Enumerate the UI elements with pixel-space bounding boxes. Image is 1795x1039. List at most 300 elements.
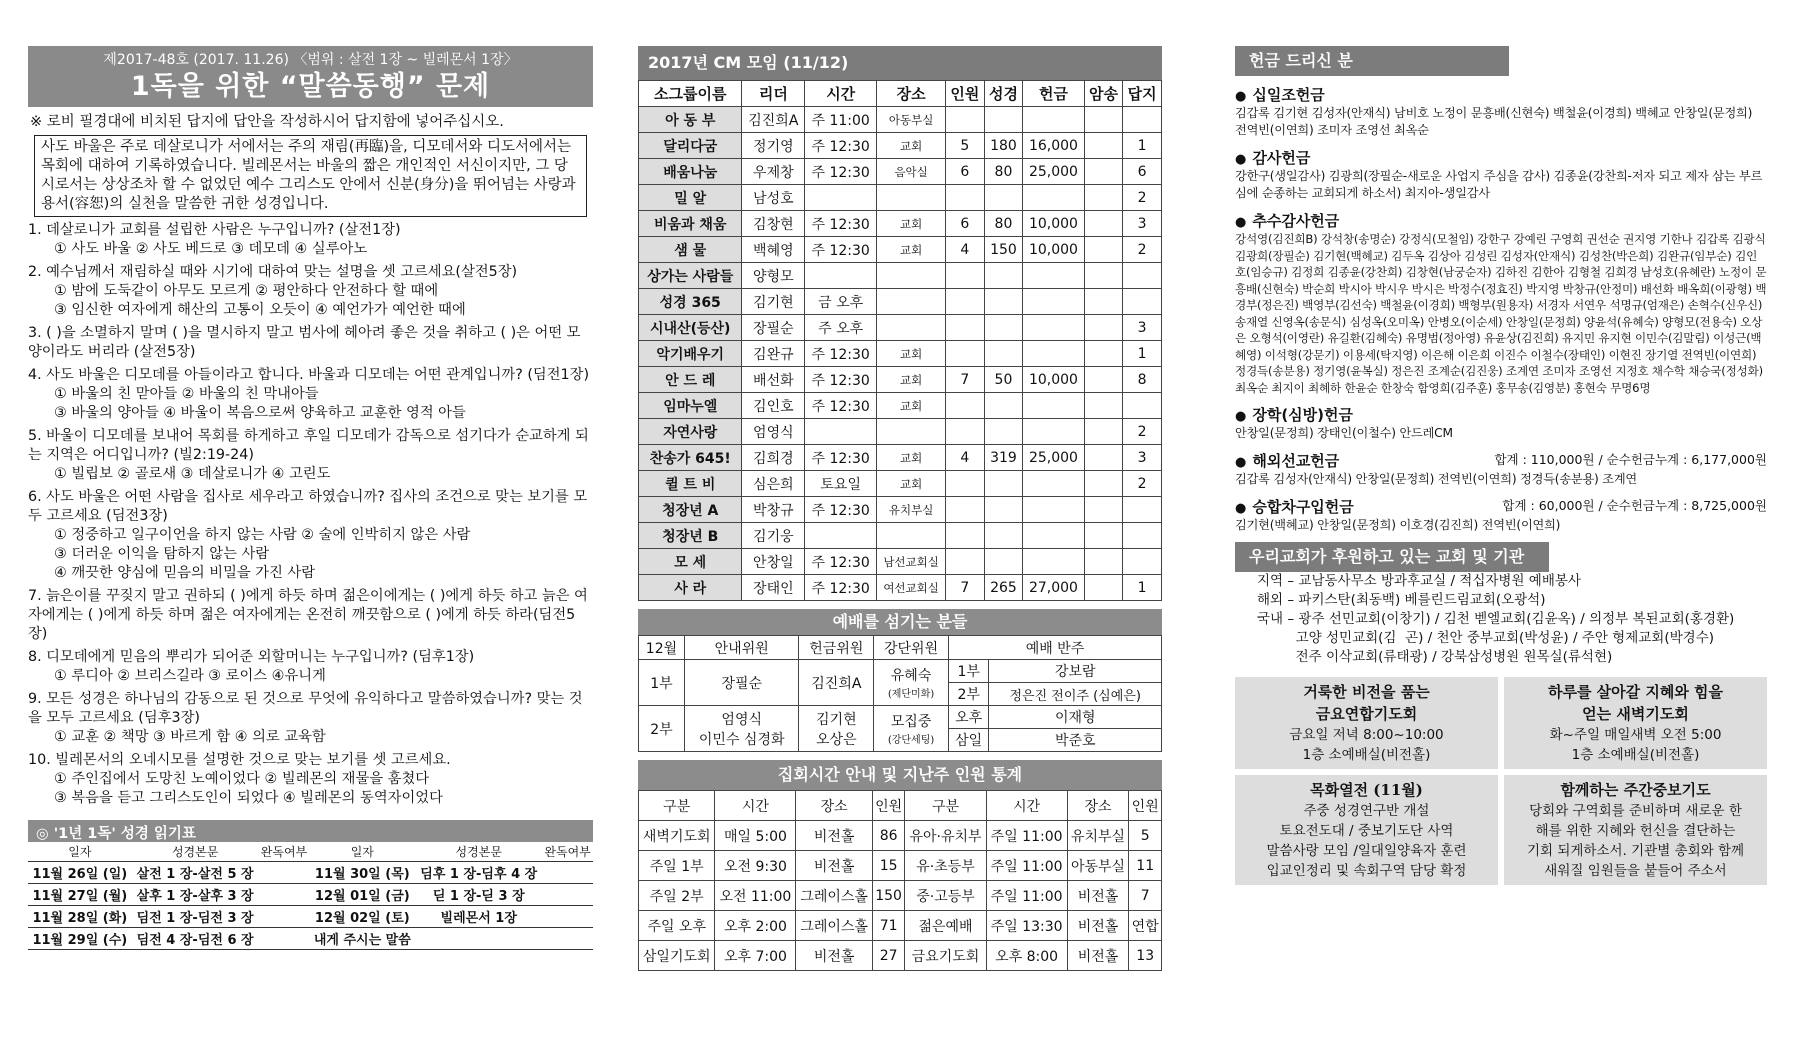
reading-plan-header: 일자 xyxy=(28,842,132,862)
servers-header: 12월 xyxy=(639,636,685,660)
cm-cell: 교회 xyxy=(877,471,946,497)
stats-cell: 86 xyxy=(872,821,905,851)
question xyxy=(28,324,593,362)
table-row xyxy=(639,211,1162,237)
table-row xyxy=(639,497,1162,523)
box-line: 금요일 저녁 8:00~10:00 xyxy=(1289,727,1444,743)
pulpit-cell xyxy=(874,660,949,706)
servers-header: 예배 반주 xyxy=(948,636,1161,660)
accomp-name: 이재형 xyxy=(989,706,1162,729)
cm-cell xyxy=(984,393,1023,419)
cm-cell: 정기영 xyxy=(742,133,805,159)
cm-cell xyxy=(1084,133,1123,159)
bullet-icon: ● xyxy=(1235,455,1247,470)
cm-cell: 3 xyxy=(1123,445,1162,471)
stats-cell: 유아·유치부 xyxy=(905,821,986,851)
box-line: 말씀사랑 모임 /일대일양육자 훈련 xyxy=(1266,843,1467,859)
tithe-heading xyxy=(1235,84,1767,105)
cm-cell: 3 xyxy=(1123,211,1162,237)
question-options: ③ 바울의 양아들 ④ 바울이 복음으로써 양육하고 교훈한 영적 아들 xyxy=(54,405,466,421)
cm-cell xyxy=(1023,497,1084,523)
pulpit-cell xyxy=(874,706,949,752)
question xyxy=(28,263,593,320)
van-names: 김기현(백혜교) 안창일(문정희) 이호경(김진희) 전역빈(이연희) xyxy=(1235,518,1561,532)
cm-cell: 7 xyxy=(946,367,985,393)
box-line: 주중 성경연구반 개설 xyxy=(1303,803,1430,819)
cm-cell: 우제창 xyxy=(742,159,805,185)
cm-cell xyxy=(1023,523,1084,549)
stats-cell: 매일 5:00 xyxy=(715,821,796,851)
cm-cell: 주 12:30 xyxy=(805,211,877,237)
reading-plan-cell: 11월 27일 (월) xyxy=(28,884,132,906)
cm-cell: 80 xyxy=(984,159,1023,185)
stats-header: 인원 xyxy=(1129,791,1162,821)
offering-column xyxy=(1235,46,1767,885)
cm-cell xyxy=(1084,315,1123,341)
box-line: 입교인정리 및 속회구역 담당 확정 xyxy=(1266,863,1467,879)
cm-cell xyxy=(1123,523,1162,549)
cm-cell: 임마누엘 xyxy=(639,393,742,419)
cm-cell xyxy=(1123,289,1162,315)
reading-plan-cell xyxy=(542,862,593,884)
cm-cell xyxy=(984,263,1023,289)
cm-cell: 주 12:30 xyxy=(805,575,877,601)
reading-plan-cell: 11월 29일 (수) xyxy=(28,928,132,950)
bullet-icon: ● xyxy=(1235,152,1247,167)
table-row xyxy=(639,107,1162,133)
stats-cell: 그레이스홀 xyxy=(796,881,872,911)
box-subtitle: 얻는 새벽기도회 xyxy=(1582,705,1689,723)
question-text: 6. 사도 바울은 어떤 사람을 집사로 세우라고 하였습니까? 집사의 조건으로 맞는 보기를 모두 고르세요 (딤전3장) xyxy=(28,489,588,524)
table-row xyxy=(639,911,1162,941)
question-text: 7. 늙은이를 꾸짖지 말고 권하되 ( )에게 하듯 하며 젊은이에게는 ( )에게 하듯 하고 늙은 여자에게는 ( )에게 하듯 하며 젊은 여자에게는 온전히 깨끗함으로 ( )에게 하듯 하라(딤전5장) xyxy=(28,588,588,642)
accomp-name: 정은진 전이주 (심예은) xyxy=(989,683,1162,706)
stats-cell: 오후 8:00 xyxy=(986,941,1067,971)
cm-cell xyxy=(1084,497,1123,523)
cm-cell xyxy=(1084,549,1123,575)
cm-cell xyxy=(805,419,877,445)
cm-cell xyxy=(1084,159,1123,185)
support-line: 지역 – 교남동사무소 방과후교실 / 적십자병원 예배봉사 xyxy=(1257,573,1581,589)
reading-plan-header: 성경본문 xyxy=(415,842,542,862)
cm-column xyxy=(638,46,1162,971)
cm-cell xyxy=(877,523,946,549)
table-row xyxy=(639,315,1162,341)
cm-cell xyxy=(984,107,1023,133)
cm-header: 인원 xyxy=(946,81,985,107)
cm-cell xyxy=(877,289,946,315)
cm-title: 2017년 CM 모임 (11/12) xyxy=(638,46,1162,80)
stats-cell: 그레이스홀 xyxy=(796,911,872,941)
cm-cell: 김인호 xyxy=(742,393,805,419)
cm-cell xyxy=(946,523,985,549)
quiz-intro: 사도 바울은 주로 데살로니가 서에서는 주의 재림(再臨)을, 디모데서와 디도서에서는 목회에 대하여 기록하였습니다. 빌레몬서는 바울의 짧은 개인적인 서신이지만, 그 당시로서는 상상조차 할 수 없었던 예수 그리스도 안에서 신분(身分)을 뛰어넘는 사랑과 용서(容恕)의 실천을 말씀한 귀한 성경입니다. xyxy=(34,135,587,217)
cm-header: 장소 xyxy=(877,81,946,107)
quiz-note: ※ 로비 필경대에 비치된 답지에 답안을 작성하시어 답지함에 넣어주십시오. xyxy=(30,114,504,130)
cm-cell xyxy=(1023,263,1084,289)
pulpit-role: (제단미화) xyxy=(887,689,935,700)
reading-plan-cell xyxy=(542,906,593,928)
cm-cell: 양형모 xyxy=(742,263,805,289)
servers-header: 강단위원 xyxy=(874,636,949,660)
scholarship-heading xyxy=(1235,404,1767,425)
box-line: 기회 되게하소서. 기관별 총회와 함께 xyxy=(1526,843,1745,859)
cm-cell xyxy=(984,289,1023,315)
cm-cell xyxy=(1023,549,1084,575)
cm-cell: 시내산(등산) xyxy=(639,315,742,341)
cm-cell xyxy=(877,315,946,341)
cm-cell xyxy=(805,263,877,289)
table-row xyxy=(28,928,593,950)
cm-cell: 김완규 xyxy=(742,341,805,367)
cm-cell: 사 라 xyxy=(639,575,742,601)
reading-plan-cell: 딛 1 장-딛 3 장 xyxy=(415,884,542,906)
reading-plan-cell: 내게 주시는 말씀 xyxy=(309,928,415,950)
cm-cell xyxy=(1084,445,1123,471)
question-options: ③ 복음을 듣고 그리스도인이 되었다 ④ 빌레몬의 동역자이었다 xyxy=(54,790,443,806)
reading-plan-cell: 12월 01일 (금) xyxy=(309,884,415,906)
cm-cell: 남성호 xyxy=(742,185,805,211)
cm-cell: 박창규 xyxy=(742,497,805,523)
question-text: 5. 바울이 디모데를 보내어 목회를 하게하고 후일 디모데가 감독으로 섬기다가 순교하게 되는 지역은 어디입니까? (빌2:19-24) xyxy=(28,428,589,463)
week-label: 1부 xyxy=(639,660,685,706)
cm-cell: 주 11:00 xyxy=(805,107,877,133)
cm-cell: 김창현 xyxy=(742,211,805,237)
cm-cell: 319 xyxy=(984,445,1023,471)
cm-cell: 안 드 레 xyxy=(639,367,742,393)
offering-name: 김기현 xyxy=(816,711,857,728)
stats-cell: 주일 2부 xyxy=(639,881,715,911)
offering-cell xyxy=(799,706,874,752)
stats-header: 장소 xyxy=(796,791,872,821)
stats-cell: 7 xyxy=(1129,881,1162,911)
cm-cell: 유치부실 xyxy=(877,497,946,523)
table-row xyxy=(639,523,1162,549)
table-row xyxy=(639,185,1162,211)
cm-cell: 주 12:30 xyxy=(805,549,877,575)
cm-cell xyxy=(1084,393,1123,419)
cm-cell: 10,000 xyxy=(1023,237,1084,263)
cm-cell xyxy=(1084,263,1123,289)
cm-cell: 2 xyxy=(1123,237,1162,263)
servers-title: 예배를 섬기는 분들 xyxy=(638,609,1162,635)
cm-cell: 주 12:30 xyxy=(805,445,877,471)
table-row xyxy=(639,341,1162,367)
cm-cell xyxy=(1123,549,1162,575)
issue-line: 제2017-48호 (2017. 11.26) 〈범위 : 살전 1장 ~ 빌레몬서 1장〉 xyxy=(28,46,593,69)
question-options: ① 교훈 ② 책망 ③ 바르게 함 ④ 의로 교육함 xyxy=(54,729,326,745)
cm-cell: 50 xyxy=(984,367,1023,393)
table-row xyxy=(639,367,1162,393)
reading-plan-cell xyxy=(415,928,542,950)
cm-cell: 김진희A xyxy=(742,107,805,133)
stats-cell: 오후 7:00 xyxy=(715,941,796,971)
reading-plan-cell xyxy=(259,928,310,950)
cm-header: 헌금 xyxy=(1023,81,1084,107)
cm-cell: 밀 알 xyxy=(639,185,742,211)
reading-plan-cell: 빌레몬서 1장 xyxy=(415,906,542,928)
cm-cell: 교회 xyxy=(877,211,946,237)
cm-cell xyxy=(877,419,946,445)
cm-cell xyxy=(1084,289,1123,315)
mission-names: 김갑록 김성자(안재식) 안창일(문정희) 전역빈(이연희) 정경득(송분용) 조계연 xyxy=(1235,472,1638,486)
offering-name: 김진희A xyxy=(799,660,874,706)
stats-cell: 중·고등부 xyxy=(905,881,986,911)
cm-cell: 남선교회실 xyxy=(877,549,946,575)
cm-cell: 16,000 xyxy=(1023,133,1084,159)
reading-plan-cell: 11월 30일 (목) xyxy=(309,862,415,884)
cm-cell: 아 동 부 xyxy=(639,107,742,133)
cm-cell: 6 xyxy=(1123,159,1162,185)
cm-cell: 2 xyxy=(1123,471,1162,497)
reading-plan-cell: 살후 1 장-살후 3 장 xyxy=(132,884,259,906)
bullet-icon: ● xyxy=(1235,215,1247,230)
cm-cell: 주 12:30 xyxy=(805,341,877,367)
box-title: 거룩한 비전을 품는 xyxy=(1303,683,1430,701)
accomp-label: 1부 xyxy=(948,660,989,683)
stats-cell: 오후 2:00 xyxy=(715,911,796,941)
stats-header: 구분 xyxy=(639,791,715,821)
guide-name: 이민수 심경화 xyxy=(698,731,785,748)
cm-cell: 주 12:30 xyxy=(805,237,877,263)
accomp-label: 삼일 xyxy=(948,729,989,752)
cm-cell: 장필순 xyxy=(742,315,805,341)
cm-cell: 3 xyxy=(1123,315,1162,341)
cm-cell: 2 xyxy=(1123,185,1162,211)
thanks-heading xyxy=(1235,147,1767,168)
cm-cell: 장태인 xyxy=(742,575,805,601)
cm-cell: 8 xyxy=(1123,367,1162,393)
cm-cell xyxy=(984,341,1023,367)
question-options: ① 밤에 도둑같이 아무도 모르게 ② 평안하다 안전하다 할 때에 xyxy=(54,283,439,299)
table-row xyxy=(639,133,1162,159)
stats-cell: 유치부실 xyxy=(1067,821,1129,851)
reading-plan-cell: 11월 28일 (화) xyxy=(28,906,132,928)
mission-heading xyxy=(1235,450,1767,471)
reading-plan-cell xyxy=(542,928,593,950)
table-row xyxy=(639,851,1162,881)
stats-cell: 주일 13:30 xyxy=(986,911,1067,941)
cm-cell xyxy=(946,289,985,315)
stats-cell: 주일 1부 xyxy=(639,851,715,881)
cm-cell xyxy=(1123,497,1162,523)
question xyxy=(28,427,593,484)
stats-cell: 새벽기도회 xyxy=(639,821,715,851)
stats-header: 장소 xyxy=(1067,791,1129,821)
question xyxy=(28,488,593,583)
question-text: 4. 사도 바울은 디모데를 아들이라고 합니다. 바울과 디모데는 어떤 관계입니까? (딤전1장) xyxy=(28,367,590,383)
accomp-name: 강보람 xyxy=(989,660,1162,683)
question-options: ① 빌립보 ② 골로새 ③ 데살로니가 ④ 고린도 xyxy=(54,466,331,482)
stats-cell: 비전홀 xyxy=(796,941,872,971)
guide-name: 엄영식 xyxy=(721,711,762,728)
servers-table xyxy=(638,635,1162,752)
question xyxy=(28,221,593,259)
prayer-box xyxy=(1504,775,1767,885)
stats-cell: 11 xyxy=(1129,851,1162,881)
heading-label: 십일조헌금 xyxy=(1252,86,1325,104)
harvest-names: 강석영(김진희B) 강석창(송명순) 강정식(모철임) 강한구 강예린 구영희 권선순 권지영 기한나 김갑록 김광식 김광희(장필순) 김기현(백혜교) 김두옥 김상아 김성린 김성자(안재식) 김성찬(박은희) 김완규(임부순) 김인호(임승규) 김정희 김종윤(강찬희) 김창현(남궁순자) 김하진 김한아 김형철 김희경 남성호(유혜란) 노정이 문흥배(신현숙) 박순희 박시아 박시우 박시은 박정수(정효진) 박지영 박창규(안정미) 배선화 배옥희(이광형) 백경부(정은진) 백영부(김선숙) 백철윤(이경희) 백형부(원용자) 서경자 서연우 석명규(엄재은) 손혁수(신우신) 송재열 신영옥(송문식) 심성옥(오미옥) 안병오(이순세) 안창일(문정희) 양윤석(유혜숙) 양형모(전용숙) 오상은 오형석(이영란) 유길환(김혜숙) 유명범(정아영) 유윤상(김진희) 유지민 유지현 이민수(김말림) 이성근(백혜영) 이석형(강문기) 이용세(탁지영) 이은해 이은희 이진수 이철수(장태인) 이현진 장기열 전역빈(이연희) 정경득(송분용) 정기영(윤복실) 정은진 조계순(김진웅) 조계연 조미자 조영선 지정호 채수학 채승국(정성화) 최옥순 최지이 최혜하 한윤순 한창숙 함영희(김주훈) 홍무송(김영분) 홍현숙 무명6명 xyxy=(1235,232,1767,395)
cm-cell: 교회 xyxy=(877,367,946,393)
cm-cell: 상가는 사람들 xyxy=(639,263,742,289)
cm-cell xyxy=(1084,419,1123,445)
stats-cell: 비전홀 xyxy=(796,851,872,881)
stats-cell: 오전 9:30 xyxy=(715,851,796,881)
reading-plan-table xyxy=(28,842,593,950)
question xyxy=(28,366,593,423)
stats-cell: 유·초등부 xyxy=(905,851,986,881)
heading-label: 장학(심방)헌금 xyxy=(1252,406,1353,424)
support-title: 우리교회가 후원하고 있는 교회 및 기관 xyxy=(1235,542,1549,572)
reading-plan-cell xyxy=(259,862,310,884)
stats-title: 집회시간 안내 및 지난주 인원 통계 xyxy=(638,760,1162,790)
question-options: ① 루디아 ② 브리스길라 ③ 로이스 ④유니게 xyxy=(54,668,326,684)
cm-header: 답지 xyxy=(1123,81,1162,107)
reading-plan-cell: 11월 26일 (일) xyxy=(28,862,132,884)
reading-plan-cell: 딤후 1 장-딤후 4 장 xyxy=(415,862,542,884)
pulpit-role: (강단세팅) xyxy=(887,735,935,746)
stats-header: 구분 xyxy=(905,791,986,821)
reading-plan-header: 완독여부 xyxy=(259,842,310,862)
question-text: 8. 디모데에게 믿음의 뿌리가 되어준 외할머니는 누구입니까? (딤후1장) xyxy=(28,649,475,665)
cm-cell: 6 xyxy=(946,159,985,185)
cm-cell: 4 xyxy=(946,237,985,263)
heading-label: 감사헌금 xyxy=(1252,149,1311,167)
cm-cell: 180 xyxy=(984,133,1023,159)
stats-cell: 비전홀 xyxy=(796,821,872,851)
cm-cell xyxy=(984,419,1023,445)
cm-cell xyxy=(984,315,1023,341)
cm-cell xyxy=(946,393,985,419)
cm-cell: 청장년 A xyxy=(639,497,742,523)
question-text: 10. 빌레몬서의 오네시모를 설명한 것으로 맞는 보기를 셋 고르세요. xyxy=(28,752,451,768)
cm-cell xyxy=(946,315,985,341)
table-row xyxy=(639,263,1162,289)
stats-cell: 150 xyxy=(872,881,905,911)
cm-cell xyxy=(877,263,946,289)
heading-label: 추수감사헌금 xyxy=(1252,212,1340,230)
thanks-names: 강한구(생일감사) 김광희(장필순-새로운 사업지 주심을 감사) 김종윤(강찬희-저자 되고 제자 삼는 부르심에 순종하는 교회되게 하소서) 최지아-생일감사 xyxy=(1235,169,1763,200)
prayer-box xyxy=(1235,775,1498,885)
cm-cell xyxy=(1023,419,1084,445)
cm-cell: 아동부실 xyxy=(877,107,946,133)
reading-plan-cell: 살전 1 장-살전 5 장 xyxy=(132,862,259,884)
cm-cell: 음악실 xyxy=(877,159,946,185)
cm-cell xyxy=(984,471,1023,497)
prayer-box xyxy=(1235,677,1498,769)
cm-cell: 교회 xyxy=(877,393,946,419)
box-title: 함께하는 주간중보기도 xyxy=(1560,781,1711,799)
bullet-icon: ● xyxy=(1235,501,1247,516)
cm-header: 시간 xyxy=(805,81,877,107)
question-options: ① 바울의 친 맏아들 ② 바울의 친 막내아들 xyxy=(54,386,319,402)
cm-cell: 1 xyxy=(1123,341,1162,367)
cm-cell xyxy=(984,185,1023,211)
cm-cell: 찬송가 645! xyxy=(639,445,742,471)
stats-cell: 13 xyxy=(1129,941,1162,971)
prayer-boxes xyxy=(1235,677,1767,885)
box-subtitle: 금요연합기도회 xyxy=(1315,705,1418,723)
table-row xyxy=(639,549,1162,575)
cm-cell xyxy=(946,419,985,445)
cm-cell: 6 xyxy=(946,211,985,237)
cm-cell: 27,000 xyxy=(1023,575,1084,601)
table-row xyxy=(639,941,1162,971)
cm-cell: 안창일 xyxy=(742,549,805,575)
van-heading xyxy=(1235,496,1767,517)
stats-cell: 비전홀 xyxy=(1067,881,1129,911)
table-row xyxy=(28,884,593,906)
box-line: 해를 위한 지혜와 헌신을 결단하는 xyxy=(1535,823,1736,839)
quiz-column xyxy=(28,46,593,950)
table-row xyxy=(639,575,1162,601)
reading-plan-cell xyxy=(542,884,593,906)
cm-cell xyxy=(1023,341,1084,367)
question-list xyxy=(28,221,593,808)
cm-cell xyxy=(1084,471,1123,497)
cm-table xyxy=(638,80,1162,601)
cm-cell xyxy=(1084,107,1123,133)
tithe-names: 김갑록 김기현 김성자(안재식) 남비호 노정이 문흥배(신현숙) 백철윤(이경희) 백혜교 안창일(문정희) 전역빈(이연희) 조미자 조영선 최옥순 xyxy=(1235,106,1753,137)
cm-cell: 자연사랑 xyxy=(639,419,742,445)
question-options: ④ 깨끗한 양심에 믿음의 비밀을 가진 사람 xyxy=(54,565,316,581)
table-row xyxy=(639,445,1162,471)
cm-cell xyxy=(1023,107,1084,133)
cm-cell xyxy=(946,341,985,367)
cm-cell: 주 12:30 xyxy=(805,497,877,523)
question-options: ① 정중하고 일구이언을 하지 않는 사람 ② 술에 인박히지 않은 사람 xyxy=(54,527,471,543)
cm-cell: 심은희 xyxy=(742,471,805,497)
question-options: ③ 임신한 여자에게 해산의 고통이 오듯이 ④ 예언가가 예언한 때에 xyxy=(54,302,466,318)
reading-plan-cell xyxy=(259,906,310,928)
cm-cell: 주 12:30 xyxy=(805,367,877,393)
heading-label: 해외선교헌금 xyxy=(1252,452,1340,470)
cm-cell: 7 xyxy=(946,575,985,601)
table-row xyxy=(639,289,1162,315)
cm-cell: 김기웅 xyxy=(742,523,805,549)
cm-cell: 여선교회실 xyxy=(877,575,946,601)
cm-cell xyxy=(946,549,985,575)
support-line: 고양 성민교회(김 곤) / 천안 중부교회(박성윤) / 주안 형제교회(박경수) xyxy=(1257,630,1715,646)
cm-cell xyxy=(1084,211,1123,237)
accomp-name: 박준호 xyxy=(989,729,1162,752)
question xyxy=(28,648,593,686)
stats-header: 시간 xyxy=(986,791,1067,821)
servers-header: 헌금위원 xyxy=(799,636,874,660)
table-row xyxy=(639,821,1162,851)
question xyxy=(28,690,593,747)
cm-cell: 비움과 채움 xyxy=(639,211,742,237)
cm-header: 소그룹이름 xyxy=(639,81,742,107)
cm-cell: 배선화 xyxy=(742,367,805,393)
cm-cell: 주 12:30 xyxy=(805,133,877,159)
week-label: 2부 xyxy=(639,706,685,752)
cm-cell: 150 xyxy=(984,237,1023,263)
box-line: 1층 소예배실(비전홀) xyxy=(1302,747,1431,763)
reading-plan-header: 일자 xyxy=(309,842,415,862)
mission-sum: 합계 : 110,000원 / 순수헌금누계 : 6,177,000원 xyxy=(1494,452,1767,467)
stats-cell: 비전홀 xyxy=(1067,911,1129,941)
scholarship-names: 안창일(문정희) 장태인(이철수) 안드레CM xyxy=(1235,426,1453,440)
question-text: 3. ( )을 소멸하지 말며 ( )을 멸시하지 말고 범사에 헤아려 좋은 것을 취하고 ( )은 어떤 모양이라도 버리라 (살전5장) xyxy=(28,325,581,360)
cm-cell xyxy=(1023,471,1084,497)
stats-cell: 5 xyxy=(1129,821,1162,851)
offering-title: 헌금 드리신 분 xyxy=(1235,46,1509,76)
prayer-box xyxy=(1504,677,1767,769)
reading-plan-header: 완독여부 xyxy=(542,842,593,862)
cm-header: 리더 xyxy=(742,81,805,107)
stats-cell: 금요기도회 xyxy=(905,941,986,971)
